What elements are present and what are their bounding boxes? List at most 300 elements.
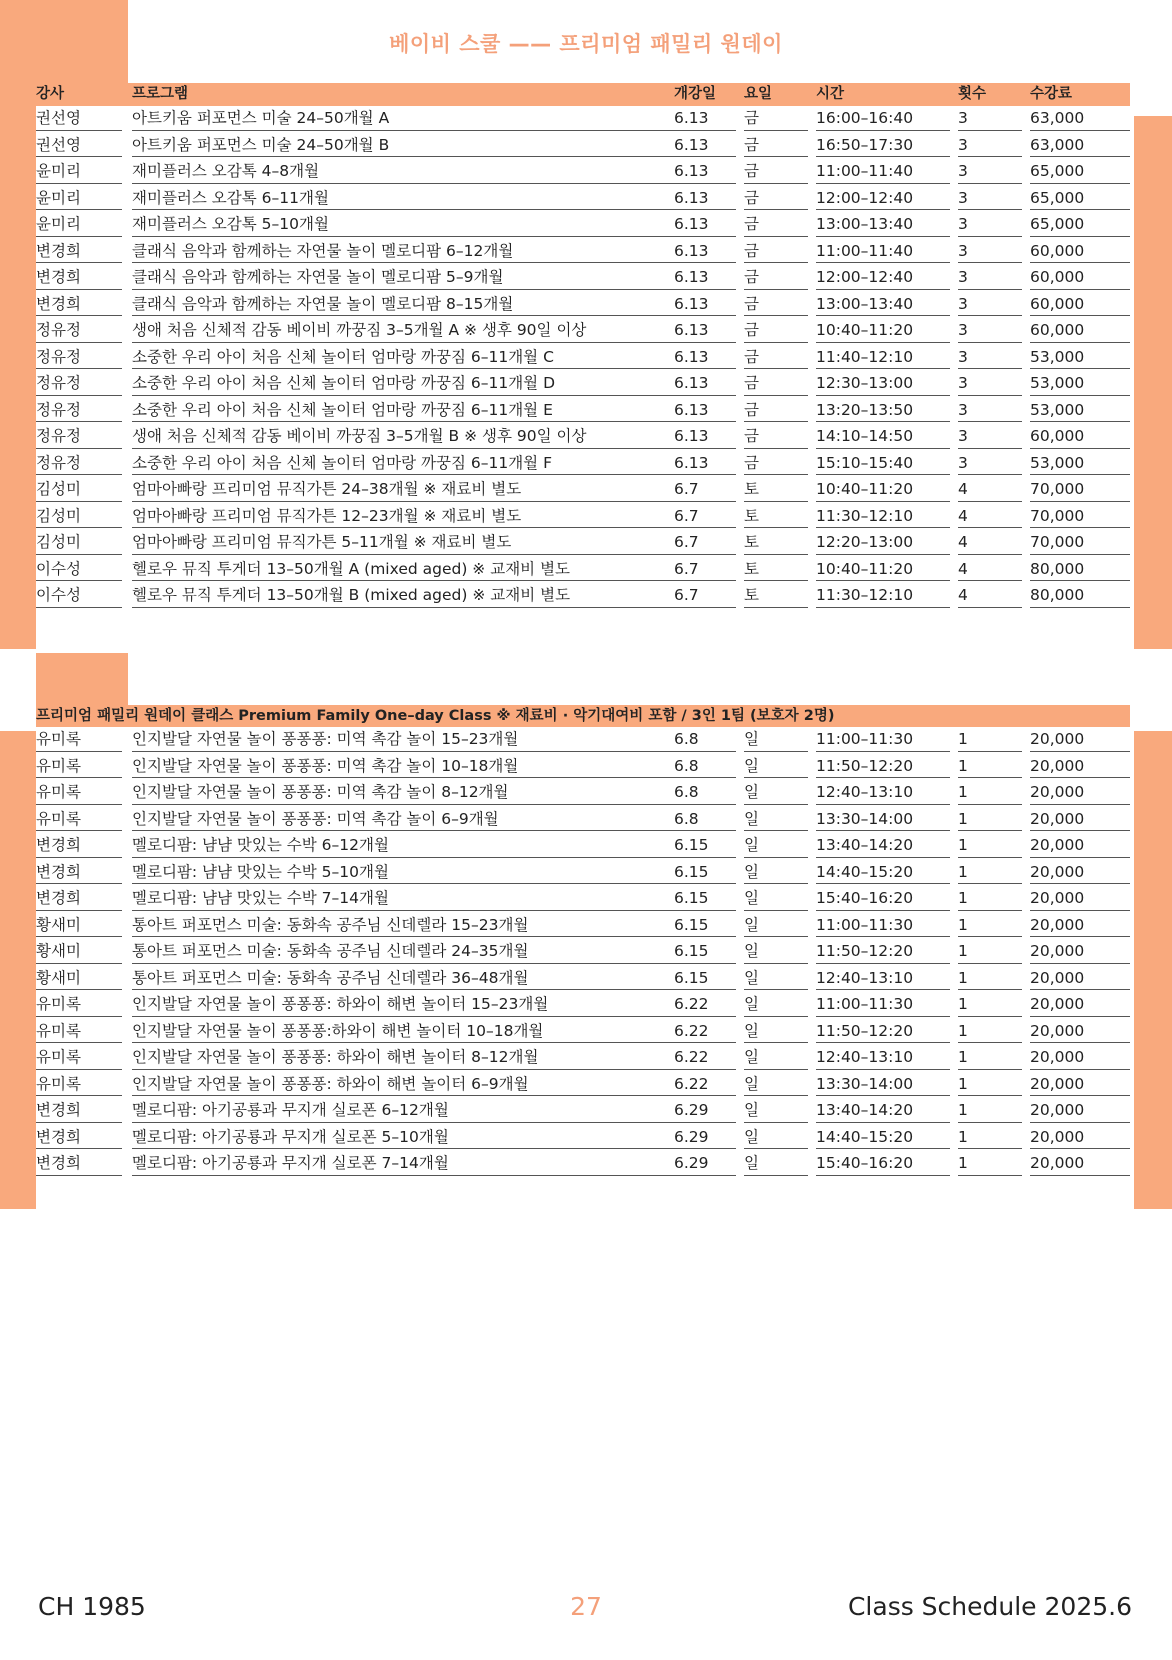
cell-start-date: 6.15 [674,939,736,964]
cell-sessions: 1 [958,966,1022,991]
cell-fee: 20,000 [1030,860,1130,885]
table-row [36,133,1130,160]
cell-time: 11:00–11:40 [816,239,950,264]
table-row [36,530,1130,557]
cell-sessions: 1 [958,807,1022,832]
cell-instructor: 유미록 [36,1045,122,1070]
cell-instructor: 변경희 [36,833,122,858]
cell-program: 헬로우 뮤직 투게더 13–50개월 B (mixed aged) ※ 교재비 별도 [132,583,700,608]
cell-start-date: 6.22 [674,992,736,1017]
cell-start-date: 6.7 [674,477,736,502]
cell-weekday: 금 [744,106,808,131]
cell-instructor: 정유정 [36,424,122,449]
cell-time: 14:10–14:50 [816,424,950,449]
cell-start-date: 6.15 [674,913,736,938]
cell-start-date: 6.29 [674,1125,736,1150]
cell-program: 소중한 우리 아이 처음 신체 놀이터 엄마랑 까꿍짐 6–11개월 C [132,345,700,370]
cell-program: 엄마아빠랑 프리미엄 뮤직가튼 12–23개월 ※ 재료비 별도 [132,504,700,529]
cell-sessions: 4 [958,477,1022,502]
cell-weekday: 금 [744,133,808,158]
cell-start-date: 6.15 [674,886,736,911]
footer-schedule-label: Class Schedule 2025.6 [847,1592,1132,1621]
cell-instructor: 황새미 [36,966,122,991]
cell-instructor: 유미록 [36,992,122,1017]
cell-sessions: 3 [958,398,1022,423]
cell-instructor: 윤미리 [36,186,122,211]
cell-time: 13:20–13:50 [816,398,950,423]
cell-time: 12:40–13:10 [816,780,950,805]
cell-sessions: 3 [958,212,1022,237]
cell-instructor: 권선영 [36,106,122,131]
cell-instructor: 황새미 [36,913,122,938]
cell-fee: 53,000 [1030,371,1130,396]
cell-weekday: 일 [744,992,808,1017]
cell-weekday: 금 [744,292,808,317]
cell-start-date: 6.15 [674,860,736,885]
cell-fee: 53,000 [1030,451,1130,476]
cell-time: 11:50–12:20 [816,1019,950,1044]
cell-sessions: 1 [958,780,1022,805]
cell-weekday: 일 [744,833,808,858]
cell-sessions: 1 [958,727,1022,752]
table-row [36,159,1130,186]
cell-start-date: 6.13 [674,292,736,317]
cell-program: 재미플러스 오감톡 5–10개월 [132,212,700,237]
cell-instructor: 변경희 [36,1098,122,1123]
cell-time: 11:00–11:40 [816,159,950,184]
header-weekday: 요일 [744,86,773,102]
cell-fee: 20,000 [1030,1151,1130,1176]
cell-weekday: 금 [744,451,808,476]
cell-program: 멜로디팜: 아기공룡과 무지개 실로폰 6–12개월 [132,1098,700,1123]
cell-sessions: 3 [958,318,1022,343]
cell-instructor: 유미록 [36,727,122,752]
cell-instructor: 변경희 [36,292,122,317]
cell-instructor: 권선영 [36,133,122,158]
table-header-row [36,83,1130,106]
cell-time: 11:00–11:30 [816,992,950,1017]
cell-weekday: 일 [744,807,808,832]
cell-program: 클래식 음악과 함께하는 자연물 놀이 멜로디팜 6–12개월 [132,239,700,264]
table-row [36,504,1130,531]
header-sessions: 횟수 [958,86,987,102]
cell-instructor: 유미록 [36,1072,122,1097]
cell-sessions: 1 [958,860,1022,885]
cell-program: 인지발달 자연물 놀이 퐁퐁퐁: 미역 촉감 놀이 10–18개월 [132,754,700,779]
cell-program: 인지발달 자연물 놀이 퐁퐁퐁: 미역 촉감 놀이 6–9개월 [132,807,700,832]
cell-instructor: 변경희 [36,886,122,911]
cell-program: 클래식 음악과 함께하는 자연물 놀이 멜로디팜 5–9개월 [132,265,700,290]
cell-program: 헬로우 뮤직 투게더 13–50개월 A (mixed aged) ※ 교재비 별도 [132,557,700,582]
cell-sessions: 4 [958,557,1022,582]
cell-fee: 65,000 [1030,186,1130,211]
cell-start-date: 6.13 [674,265,736,290]
cell-fee: 65,000 [1030,212,1130,237]
cell-weekday: 토 [744,530,808,555]
cell-sessions: 1 [958,1019,1022,1044]
cell-instructor: 이수성 [36,583,122,608]
cell-program: 멜로디팜: 아기공룡과 무지개 실로폰 5–10개월 [132,1125,700,1150]
cell-weekday: 일 [744,1072,808,1097]
cell-weekday: 일 [744,913,808,938]
cell-weekday: 일 [744,780,808,805]
cell-fee: 70,000 [1030,504,1130,529]
right-bar-2 [1134,731,1172,1209]
cell-sessions: 1 [958,1045,1022,1070]
left-bar-1 [0,105,36,649]
cell-weekday: 일 [744,1125,808,1150]
table-row [36,292,1130,319]
cell-start-date: 6.7 [674,504,736,529]
cell-program: 재미플러스 오감톡 4–8개월 [132,159,700,184]
cell-fee: 20,000 [1030,807,1130,832]
cell-sessions: 3 [958,106,1022,131]
cell-start-date: 6.8 [674,754,736,779]
cell-fee: 60,000 [1030,424,1130,449]
cell-time: 11:50–12:20 [816,939,950,964]
table-row [36,727,1130,754]
cell-sessions: 1 [958,992,1022,1017]
cell-start-date: 6.13 [674,398,736,423]
cell-start-date: 6.13 [674,186,736,211]
table-row [36,807,1130,834]
cell-fee: 20,000 [1030,1019,1130,1044]
cell-weekday: 금 [744,239,808,264]
cell-time: 13:30–14:00 [816,807,950,832]
cell-time: 10:40–11:20 [816,557,950,582]
table-row [36,966,1130,993]
cell-weekday: 금 [744,398,808,423]
cell-weekday: 금 [744,212,808,237]
table-row [36,886,1130,913]
cell-weekday: 금 [744,318,808,343]
cell-fee: 20,000 [1030,913,1130,938]
table-row [36,754,1130,781]
table-row [36,345,1130,372]
cell-sessions: 1 [958,754,1022,779]
cell-time: 14:40–15:20 [816,1125,950,1150]
left-bar-2 [0,731,36,1209]
cell-time: 12:00–12:40 [816,186,950,211]
right-bar-1 [1134,116,1172,649]
cell-time: 13:40–14:20 [816,1098,950,1123]
cell-fee: 60,000 [1030,318,1130,343]
cell-instructor: 김성미 [36,530,122,555]
cell-fee: 60,000 [1030,292,1130,317]
table-row [36,780,1130,807]
cell-time: 14:40–15:20 [816,860,950,885]
cell-weekday: 금 [744,186,808,211]
cell-fee: 20,000 [1030,754,1130,779]
cell-program: 인지발달 자연물 놀이 퐁퐁퐁: 하와이 해변 놀이터 6–9개월 [132,1072,700,1097]
cell-weekday: 토 [744,477,808,502]
cell-weekday: 일 [744,754,808,779]
cell-start-date: 6.29 [674,1151,736,1176]
table-row [36,371,1130,398]
cell-instructor: 이수성 [36,557,122,582]
table-row [36,477,1130,504]
cell-time: 13:00–13:40 [816,292,950,317]
cell-time: 11:00–11:30 [816,727,950,752]
cell-instructor: 정유정 [36,371,122,396]
table-row [36,186,1130,213]
table-row [36,424,1130,451]
cell-weekday: 일 [744,886,808,911]
cell-program: 통아트 퍼포먼스 미술: 동화속 공주님 신데렐라 15–23개월 [132,913,700,938]
cell-start-date: 6.13 [674,212,736,237]
cell-program: 생애 처음 신체적 감동 베이비 까꿍짐 3–5개월 B ※ 생후 90일 이상 [132,424,700,449]
cell-sessions: 1 [958,913,1022,938]
cell-start-date: 6.29 [674,1098,736,1123]
cell-start-date: 6.13 [674,159,736,184]
cell-instructor: 김성미 [36,477,122,502]
cell-program: 엄마아빠랑 프리미엄 뮤직가튼 5–11개월 ※ 재료비 별도 [132,530,700,555]
cell-weekday: 일 [744,1045,808,1070]
cell-sessions: 3 [958,292,1022,317]
cell-fee: 65,000 [1030,159,1130,184]
cell-program: 인지발달 자연물 놀이 퐁퐁퐁:하와이 해변 놀이터 10–18개월 [132,1019,700,1044]
cell-time: 15:40–16:20 [816,886,950,911]
cell-instructor: 정유정 [36,345,122,370]
cell-weekday: 일 [744,966,808,991]
cell-fee: 80,000 [1030,557,1130,582]
cell-program: 엄마아빠랑 프리미엄 뮤직가튼 24–38개월 ※ 재료비 별도 [132,477,700,502]
cell-instructor: 유미록 [36,1019,122,1044]
cell-fee: 20,000 [1030,833,1130,858]
cell-time: 15:10–15:40 [816,451,950,476]
table-row [36,1045,1130,1072]
cell-instructor: 유미록 [36,780,122,805]
schedule-table-premium-family [36,727,1130,1178]
table-row [36,318,1130,345]
table-row [36,1098,1130,1125]
cell-fee: 20,000 [1030,727,1130,752]
cell-sessions: 3 [958,371,1022,396]
cell-fee: 20,000 [1030,939,1130,964]
cell-sessions: 3 [958,424,1022,449]
cell-program: 멜로디팜: 아기공룡과 무지개 실로폰 7–14개월 [132,1151,700,1176]
table-row [36,557,1130,584]
cell-time: 12:00–12:40 [816,265,950,290]
cell-time: 12:40–13:10 [816,1045,950,1070]
cell-sessions: 3 [958,159,1022,184]
table-row [36,265,1130,292]
cell-start-date: 6.22 [674,1045,736,1070]
cell-program: 멜로디팜: 냠냠 맛있는 수박 6–12개월 [132,833,700,858]
header-time: 시간 [816,86,845,102]
cell-instructor: 변경희 [36,265,122,290]
header-instructor: 강사 [36,86,65,102]
cell-instructor: 변경희 [36,860,122,885]
cell-time: 15:40–16:20 [816,1151,950,1176]
cell-start-date: 6.22 [674,1019,736,1044]
table-row [36,398,1130,425]
cell-time: 13:30–14:00 [816,1072,950,1097]
cell-sessions: 3 [958,451,1022,476]
cell-instructor: 유미록 [36,754,122,779]
cell-start-date: 6.13 [674,318,736,343]
corner-block-mid [36,653,128,705]
cell-start-date: 6.13 [674,371,736,396]
cell-fee: 20,000 [1030,1072,1130,1097]
cell-fee: 53,000 [1030,345,1130,370]
cell-program: 인지발달 자연물 놀이 퐁퐁퐁: 하와이 해변 놀이터 8–12개월 [132,1045,700,1070]
cell-time: 16:50–17:30 [816,133,950,158]
cell-program: 통아트 퍼포먼스 미술: 동화속 공주님 신데렐라 36–48개월 [132,966,700,991]
cell-instructor: 윤미리 [36,212,122,237]
cell-fee: 20,000 [1030,966,1130,991]
cell-start-date: 6.15 [674,966,736,991]
table-row [36,860,1130,887]
cell-time: 12:30–13:00 [816,371,950,396]
cell-instructor: 변경희 [36,239,122,264]
cell-program: 통아트 퍼포먼스 미술: 동화속 공주님 신데렐라 24–35개월 [132,939,700,964]
cell-sessions: 3 [958,133,1022,158]
cell-sessions: 1 [958,1125,1022,1150]
cell-start-date: 6.7 [674,530,736,555]
cell-program: 소중한 우리 아이 처음 신체 놀이터 엄마랑 까꿍짐 6–11개월 E [132,398,700,423]
cell-weekday: 금 [744,371,808,396]
cell-fee: 70,000 [1030,477,1130,502]
cell-instructor: 유미록 [36,807,122,832]
cell-start-date: 6.13 [674,106,736,131]
table-row [36,1151,1130,1178]
cell-sessions: 3 [958,186,1022,211]
table-row [36,1072,1130,1099]
table-row [36,833,1130,860]
cell-weekday: 금 [744,159,808,184]
cell-weekday: 일 [744,1019,808,1044]
cell-time: 11:30–12:10 [816,504,950,529]
cell-program: 소중한 우리 아이 처음 신체 놀이터 엄마랑 까꿍짐 6–11개월 F [132,451,700,476]
cell-fee: 60,000 [1030,239,1130,264]
cell-sessions: 1 [958,939,1022,964]
cell-start-date: 6.15 [674,833,736,858]
cell-fee: 20,000 [1030,992,1130,1017]
cell-time: 12:40–13:10 [816,966,950,991]
cell-weekday: 일 [744,939,808,964]
cell-sessions: 1 [958,833,1022,858]
cell-fee: 53,000 [1030,398,1130,423]
cell-start-date: 6.8 [674,727,736,752]
footer-brand: CH 1985 [38,1592,146,1621]
cell-fee: 63,000 [1030,133,1130,158]
cell-weekday: 금 [744,265,808,290]
table-row [36,913,1130,940]
page-title: 베이비 스쿨 —— 프리미엄 패밀리 원데이 [389,32,783,56]
schedule-table-baby-school [36,83,1130,610]
cell-start-date: 6.13 [674,451,736,476]
cell-sessions: 1 [958,1151,1022,1176]
cell-fee: 63,000 [1030,106,1130,131]
table-row [36,583,1130,610]
header-start-date: 개강일 [674,86,717,102]
cell-weekday: 일 [744,1151,808,1176]
cell-fee: 20,000 [1030,1098,1130,1123]
table-row [36,106,1130,133]
cell-time: 12:20–13:00 [816,530,950,555]
cell-time: 11:50–12:20 [816,754,950,779]
table-row [36,992,1130,1019]
cell-program: 소중한 우리 아이 처음 신체 놀이터 엄마랑 까꿍짐 6–11개월 D [132,371,700,396]
cell-instructor: 정유정 [36,318,122,343]
header-fee: 수강료 [1030,86,1073,102]
cell-sessions: 4 [958,504,1022,529]
cell-instructor: 황새미 [36,939,122,964]
table-row [36,451,1130,478]
table-row [36,1125,1130,1152]
cell-start-date: 6.13 [674,424,736,449]
cell-start-date: 6.22 [674,1072,736,1097]
cell-sessions: 4 [958,583,1022,608]
cell-time: 11:30–12:10 [816,583,950,608]
cell-program: 멜로디팜: 냠냠 맛있는 수박 5–10개월 [132,860,700,885]
cell-time: 11:00–11:30 [816,913,950,938]
cell-sessions: 3 [958,345,1022,370]
cell-fee: 20,000 [1030,780,1130,805]
table-row [36,1019,1130,1046]
header-program: 프로그램 [132,86,189,102]
cell-start-date: 6.7 [674,557,736,582]
cell-time: 13:40–14:20 [816,833,950,858]
cell-instructor: 변경희 [36,1151,122,1176]
cell-start-date: 6.8 [674,807,736,832]
cell-program: 아트키움 퍼포먼스 미술 24–50개월 A [132,106,700,131]
cell-fee: 80,000 [1030,583,1130,608]
table-row [36,212,1130,239]
cell-start-date: 6.8 [674,780,736,805]
cell-weekday: 일 [744,1098,808,1123]
cell-sessions: 3 [958,239,1022,264]
section-banner-premium-family: 프리미엄 패밀리 원데이 클래스 Premium Family One–day Class ※ 재료비 · 악기대여비 포함 / 3인 1팀 (보호자 2명) [36,705,1130,727]
cell-program: 아트키움 퍼포먼스 미술 24–50개월 B [132,133,700,158]
table-row [36,939,1130,966]
cell-weekday: 금 [744,424,808,449]
table-row [36,239,1130,266]
cell-program: 생애 처음 신체적 감동 베이비 까꿍짐 3–5개월 A ※ 생후 90일 이상 [132,318,700,343]
cell-program: 멜로디팜: 냠냠 맛있는 수박 7–14개월 [132,886,700,911]
cell-time: 10:40–11:20 [816,477,950,502]
cell-start-date: 6.13 [674,345,736,370]
cell-time: 13:00–13:40 [816,212,950,237]
cell-instructor: 정유정 [36,451,122,476]
cell-weekday: 금 [744,345,808,370]
cell-time: 11:40–12:10 [816,345,950,370]
cell-fee: 70,000 [1030,530,1130,555]
cell-start-date: 6.13 [674,239,736,264]
cell-instructor: 김성미 [36,504,122,529]
cell-fee: 60,000 [1030,265,1130,290]
cell-weekday: 토 [744,557,808,582]
cell-program: 재미플러스 오감톡 6–11개월 [132,186,700,211]
page-number: 27 [570,1592,602,1621]
cell-weekday: 토 [744,583,808,608]
cell-weekday: 토 [744,504,808,529]
cell-weekday: 일 [744,860,808,885]
cell-sessions: 1 [958,886,1022,911]
cell-time: 10:40–11:20 [816,318,950,343]
cell-fee: 20,000 [1030,886,1130,911]
cell-time: 16:00–16:40 [816,106,950,131]
cell-program: 클래식 음악과 함께하는 자연물 놀이 멜로디팜 8–15개월 [132,292,700,317]
cell-start-date: 6.13 [674,133,736,158]
cell-sessions: 3 [958,265,1022,290]
cell-fee: 20,000 [1030,1125,1130,1150]
cell-start-date: 6.7 [674,583,736,608]
cell-fee: 20,000 [1030,1045,1130,1070]
cell-program: 인지발달 자연물 놀이 퐁퐁퐁: 미역 촉감 놀이 15–23개월 [132,727,700,752]
cell-sessions: 1 [958,1098,1022,1123]
